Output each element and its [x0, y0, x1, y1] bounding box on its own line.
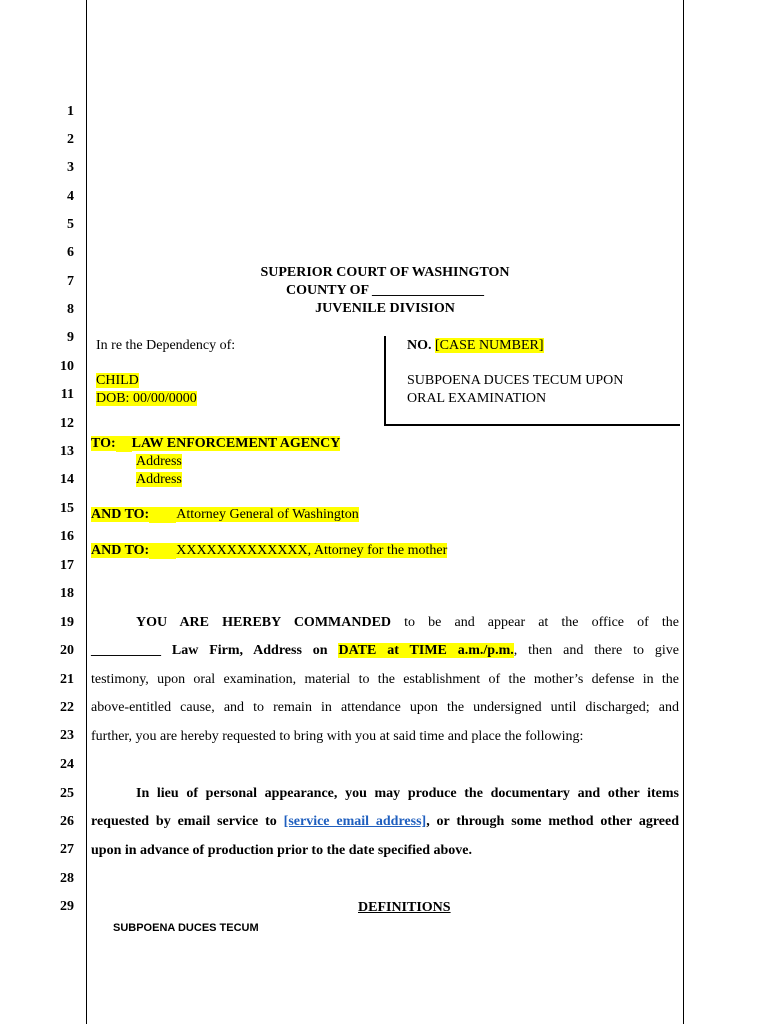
line-number: 8: [67, 302, 74, 317]
agency-name: LAW ENFORCEMENT AGENCY: [131, 436, 341, 451]
command-line-22: above-entitled cause, and to remain in attendance upon the undersigned until discharged; and: [91, 700, 679, 715]
command-text: , then and there to give: [513, 643, 679, 658]
line-number: 27: [60, 842, 74, 857]
definitions-heading: DEFINITIONS: [358, 900, 451, 915]
and-to-ag: [91, 507, 359, 523]
line-number: 16: [60, 529, 74, 544]
case-number: [CASE NUMBER]: [435, 338, 544, 353]
caption-bottom-rule: [384, 424, 680, 426]
court-division: JUVENILE DIVISION: [315, 301, 455, 316]
line-number: 18: [60, 586, 74, 601]
line-number: 9: [67, 330, 74, 345]
agency-address-1: Address: [136, 454, 182, 469]
line-number: 4: [67, 189, 74, 204]
lieu-line-27: upon in advance of production prior to the date specified above.: [91, 843, 473, 858]
and-to-label: AND TO:: [91, 507, 150, 522]
line-number: 20: [60, 643, 74, 658]
left-margin-line: [86, 0, 87, 1024]
lieu-line-25: In lieu of personal appearance, you may produce the documentary and other items: [136, 786, 679, 801]
command-line-20: [91, 643, 679, 659]
command-line-23: further, you are hereby requested to bring with you at said time and place the following:: [91, 729, 584, 744]
line-number: 25: [60, 786, 74, 801]
line-number: 1: [67, 104, 74, 119]
case-number-line: [407, 338, 544, 354]
commanded-text: YOU ARE HEREBY COMMANDED: [136, 615, 392, 630]
footer-title: SUBPOENA DUCES TECUM: [113, 922, 259, 934]
agency-address-2: Address: [136, 472, 182, 487]
and-to-label: AND TO:: [91, 543, 150, 558]
line-number: 17: [60, 558, 74, 573]
child-dob: DOB: 00/00/0000: [96, 391, 197, 406]
court-county: COUNTY OF ________________: [285, 283, 485, 298]
line-number: 10: [60, 359, 74, 374]
line-number: 23: [60, 728, 74, 743]
line-number: 11: [60, 387, 74, 402]
line-number: 5: [67, 217, 74, 232]
lieu-text: requested by email service to: [91, 814, 277, 829]
document-title-line1: SUBPOENA DUCES TECUM UPON: [407, 373, 624, 388]
line-number: 21: [60, 672, 74, 687]
and-to-mother: [91, 543, 447, 559]
caption-divider: [384, 336, 386, 426]
right-margin-line: [683, 0, 684, 1024]
line-number: 22: [60, 700, 74, 715]
line-number: 14: [60, 472, 74, 487]
line-number: 6: [67, 245, 74, 260]
line-number: 29: [60, 899, 74, 914]
child-name: CHILD: [96, 373, 139, 388]
law-firm-text: Law Firm, Address on: [171, 643, 328, 658]
line-number: 15: [60, 501, 74, 516]
line-number: 2: [67, 132, 74, 147]
line-number: 28: [60, 871, 74, 886]
command-text: to be and appear at the office of the: [404, 615, 680, 630]
line-number: 26: [60, 814, 74, 829]
command-line-21: testimony, upon oral examination, material to the establishment of the mother’s defense in the: [91, 672, 679, 687]
court-name: SUPERIOR COURT OF WASHINGTON: [260, 265, 510, 280]
in-re-label: In re the Dependency of:: [96, 338, 236, 353]
line-number: 12: [60, 416, 74, 431]
date-time-field: DATE at TIME a.m./p.m.: [338, 643, 514, 658]
line-number: 7: [67, 274, 74, 289]
line-number: 24: [60, 757, 74, 772]
blank-field: __________: [91, 643, 161, 658]
to-block: [91, 436, 340, 452]
line-number: 19: [60, 615, 74, 630]
mother-attorney: XXXXXXXXXXXXX, Attorney for the mother: [176, 543, 448, 558]
command-line-19: [91, 615, 679, 631]
attorney-general: Attorney General of Washington: [176, 507, 359, 522]
line-number: 13: [60, 444, 74, 459]
to-label: TO:: [91, 436, 116, 451]
case-number-label: NO.: [407, 338, 432, 353]
document-title-line2: ORAL EXAMINATION: [407, 391, 547, 406]
lieu-text: , or through some method other agreed: [426, 814, 679, 829]
line-number: 3: [67, 160, 74, 175]
lieu-line-26: [91, 814, 679, 830]
service-email-link[interactable]: [service email address]: [283, 814, 427, 829]
